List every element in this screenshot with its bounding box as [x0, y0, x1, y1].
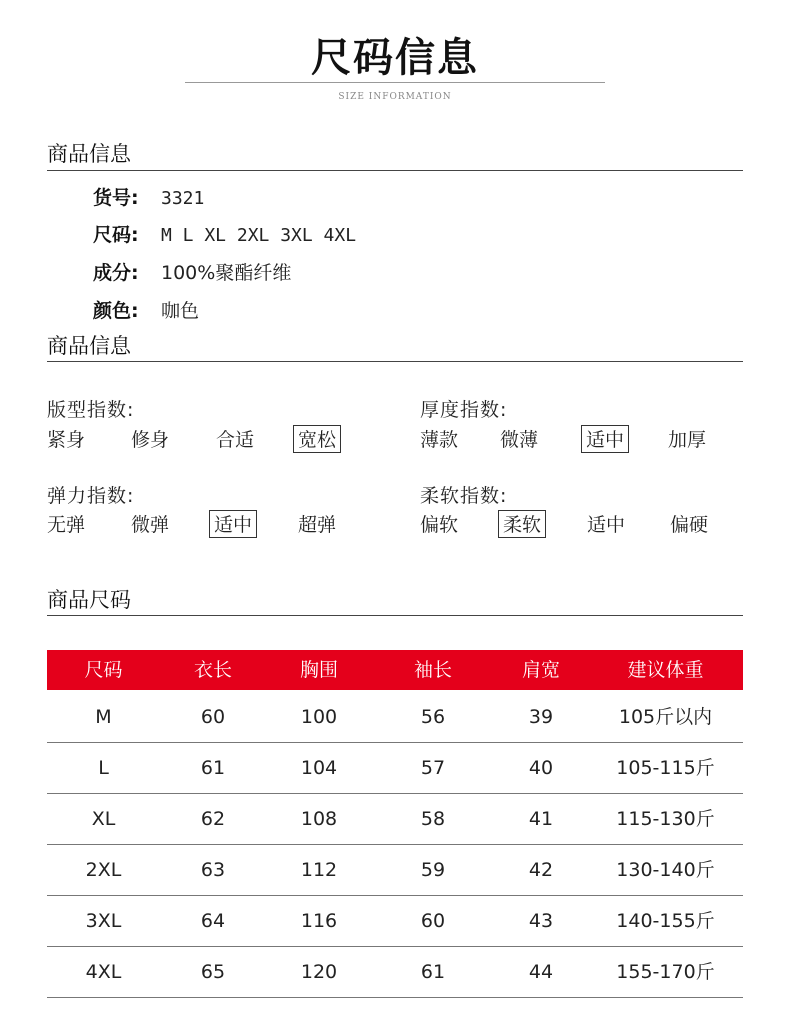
table-cell: 100 [300, 706, 338, 728]
table-cell: 2XL [85, 859, 122, 881]
table-cell: 61 [420, 961, 446, 983]
info-row-material [93, 260, 291, 286]
index-option-selected: 适中 [209, 510, 257, 538]
section-divider [47, 361, 743, 362]
section-divider [47, 615, 743, 616]
info-row-sizes [93, 222, 356, 248]
index-option-selected: 柔软 [498, 510, 546, 538]
table-cell: 116 [300, 910, 338, 932]
section-title-size-table: 商品尺码 [47, 588, 131, 612]
table-cell: 43 [528, 910, 554, 932]
column-header: 肩宽 [521, 659, 560, 681]
table-cell: 65 [200, 961, 226, 983]
page-subtitle: SIZE INFORMATION [338, 92, 452, 102]
table-cell: M [95, 706, 112, 728]
index-label-elasticity: 弹力指数: [47, 485, 135, 507]
section-title-product-info: 商品信息 [47, 142, 131, 166]
info-row-sku [93, 185, 204, 211]
info-label: 成分: [93, 262, 139, 284]
index-option: 无弹 [47, 514, 86, 536]
table-cell: 155-170斤 [616, 961, 715, 983]
table-cell: 39 [528, 706, 554, 728]
table-cell: 105-115斤 [616, 757, 715, 779]
index-label-fit: 版型指数: [47, 399, 135, 421]
table-cell: 59 [420, 859, 446, 881]
table-cell: 60 [200, 706, 226, 728]
table-cell: 58 [420, 808, 446, 830]
index-option: 加厚 [668, 429, 707, 451]
table-cell: 63 [200, 859, 226, 881]
table-cell: 64 [200, 910, 226, 932]
table-row [47, 947, 743, 998]
table-cell: 4XL [85, 961, 122, 983]
section-divider [47, 170, 743, 171]
index-option: 偏软 [420, 514, 459, 536]
index-option-selected: 适中 [581, 425, 629, 453]
table-cell: 105斤以内 [618, 706, 713, 728]
column-header: 建议体重 [627, 659, 704, 681]
index-option: 微薄 [500, 429, 539, 451]
column-header: 尺码 [84, 659, 123, 681]
index-option: 超弹 [298, 514, 337, 536]
table-cell: 112 [300, 859, 338, 881]
table-cell: 108 [300, 808, 338, 830]
table-cell: 115-130斤 [616, 808, 715, 830]
table-cell: 60 [420, 910, 446, 932]
table-row [47, 845, 743, 896]
table-cell: 56 [420, 706, 446, 728]
table-row [47, 692, 743, 743]
info-label: 颜色: [93, 300, 139, 322]
table-cell: L [98, 757, 109, 779]
index-option: 薄款 [420, 429, 459, 451]
table-cell: 40 [528, 757, 554, 779]
page-title: 尺码信息 [311, 35, 479, 81]
table-row [47, 794, 743, 845]
index-option: 修身 [131, 429, 170, 451]
info-row-color [93, 298, 199, 324]
info-value: M L XL 2XL 3XL 4XL [161, 225, 357, 246]
info-value: 3321 [161, 188, 205, 209]
table-cell: 41 [528, 808, 554, 830]
section-title-indices: 商品信息 [47, 334, 131, 358]
column-header: 袖长 [413, 659, 452, 681]
index-option: 紧身 [47, 429, 86, 451]
index-option-selected: 宽松 [293, 425, 341, 453]
table-cell: 140-155斤 [616, 910, 715, 932]
index-option: 适中 [587, 514, 626, 536]
title-divider [185, 82, 605, 83]
table-cell: 130-140斤 [616, 859, 715, 881]
index-label-softness: 柔软指数: [420, 485, 508, 507]
index-option: 微弹 [131, 514, 170, 536]
column-header: 衣长 [193, 659, 232, 681]
table-cell: 42 [528, 859, 554, 881]
table-cell: 62 [200, 808, 226, 830]
index-label-thickness: 厚度指数: [420, 399, 508, 421]
table-cell: 44 [528, 961, 554, 983]
info-value: 咖色 [161, 300, 200, 322]
table-cell: 61 [200, 757, 226, 779]
row-divider [47, 997, 743, 998]
index-option: 偏硬 [670, 514, 709, 536]
index-option: 合适 [216, 429, 255, 451]
info-label: 尺码: [93, 224, 139, 246]
info-value: 100%聚酯纤维 [161, 262, 292, 284]
info-label: 货号: [93, 187, 139, 209]
table-row [47, 743, 743, 794]
table-cell: 120 [300, 961, 338, 983]
column-header: 胸围 [299, 659, 338, 681]
table-cell: 3XL [85, 910, 122, 932]
table-row [47, 896, 743, 947]
table-cell: XL [91, 808, 116, 830]
size-table-header [47, 650, 743, 690]
table-cell: 104 [300, 757, 338, 779]
table-cell: 57 [420, 757, 446, 779]
